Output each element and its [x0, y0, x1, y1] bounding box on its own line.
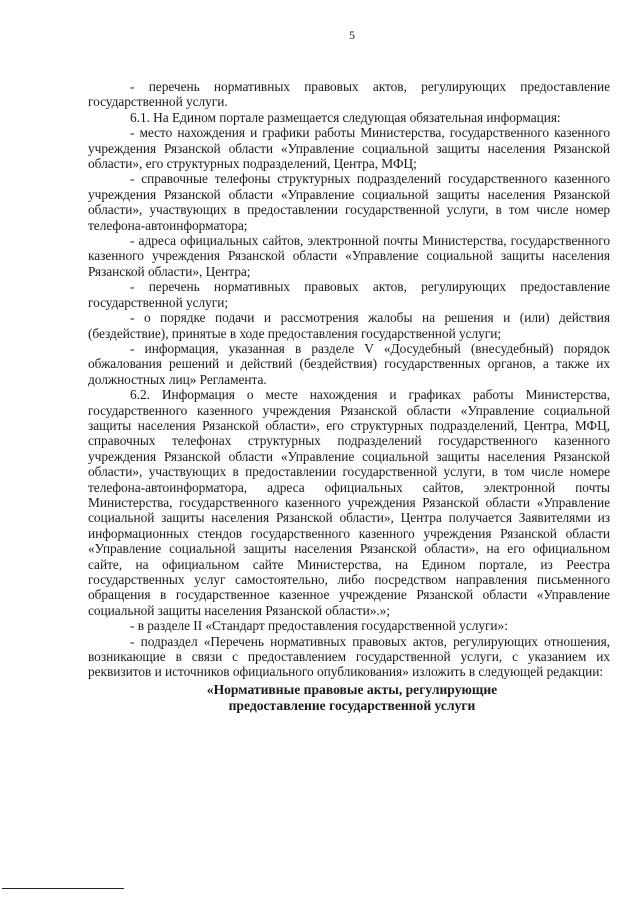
paragraph: - информация, указанная в разделе V «Досудебный (внесудебный) порядок обжалования решений и действий (бездействия) государственных органов, а также их должностных лиц» Регламента. — [88, 340, 610, 387]
page-number: 5 — [349, 28, 355, 42]
paragraph: - в разделе II «Стандарт предоставления государственной услуги»: — [130, 618, 508, 634]
section-title-line: «Нормативные правовые акты, регулирующие — [206, 681, 498, 697]
section-title-line: предоставление государственной услуги — [228, 697, 476, 713]
paragraph: - место нахождения и графики работы Министерства, государственного казенного учреждения Рязанской области «Управление социальной защиты населения Рязанской области», его структурных подразделений, Центра, МФЦ; — [88, 125, 610, 172]
paragraph: - адреса официальных сайтов, электронной почты Министерства, государственного казенного учреждения Рязанской области «Управление социальной защиты населения Рязанской области», Центра; — [88, 233, 610, 279]
paragraph: - подраздел «Перечень нормативных правовых актов, регулирующих отношения, возникающие в связи с предоставлением государственной услуги, с указанием их реквизитов и источников официального опубликования» изложить в следующей редакции: — [88, 633, 610, 680]
paragraph: - перечень нормативных правовых актов, регулирующих предоставление государственной услуги. — [88, 79, 610, 110]
paragraph: - о порядке подачи и рассмотрения жалобы на решения и (или) действия (бездействие), принятые в ходе предоставления государственной услуги; — [88, 310, 610, 341]
footnote-separator — [2, 888, 124, 889]
paragraph: - справочные телефоны структурных подразделений государственного казенного учреждения Рязанской области «Управление социальной защиты населения Рязанской области», участвующих в предоставлении государственной услуги, в том числе номер телефона-автоинформатора; — [88, 171, 610, 233]
paragraph: - перечень нормативных правовых актов, регулирующих предоставление государственной услуги; — [88, 279, 610, 310]
section-title — [88, 682, 610, 714]
paragraph: 6.1. На Едином портале размещается следующая обязательная информация: — [130, 109, 561, 125]
document-body — [88, 79, 610, 680]
paragraph: 6.2. Информация о месте нахождения и графиках работы Министерства, государственного казенного учреждения Рязанской области «Управление социальной защиты населения Рязанской области», его структурных подразделений, Центра, МФЦ, справочных телефонах структурных подразделений государственного казенного учреждения Рязанской области «Управление социальной защиты населения Рязанской области», участвующих в предоставлении государственной услуги, в том числе номере телефона-автоинформатора, адреса официальных сайтов, электронной почты Министерства, государственного казенного учреждения Рязанской области «Управление социальной защиты населения Рязанской области», Центра получается Заявителями из информационных стендов государственного казенного учреждения Рязанской области «Управление социальной защиты населения Рязанской области», на его официальном сайте, на официальном сайте Министерства, на Едином портале, из Реестра государственных услуг самостоятельно, либо посредством направления письменного обращения в государственное казенное учреждение Рязанской области «Управление социальной защиты населения Рязанской области».»; — [88, 387, 610, 618]
